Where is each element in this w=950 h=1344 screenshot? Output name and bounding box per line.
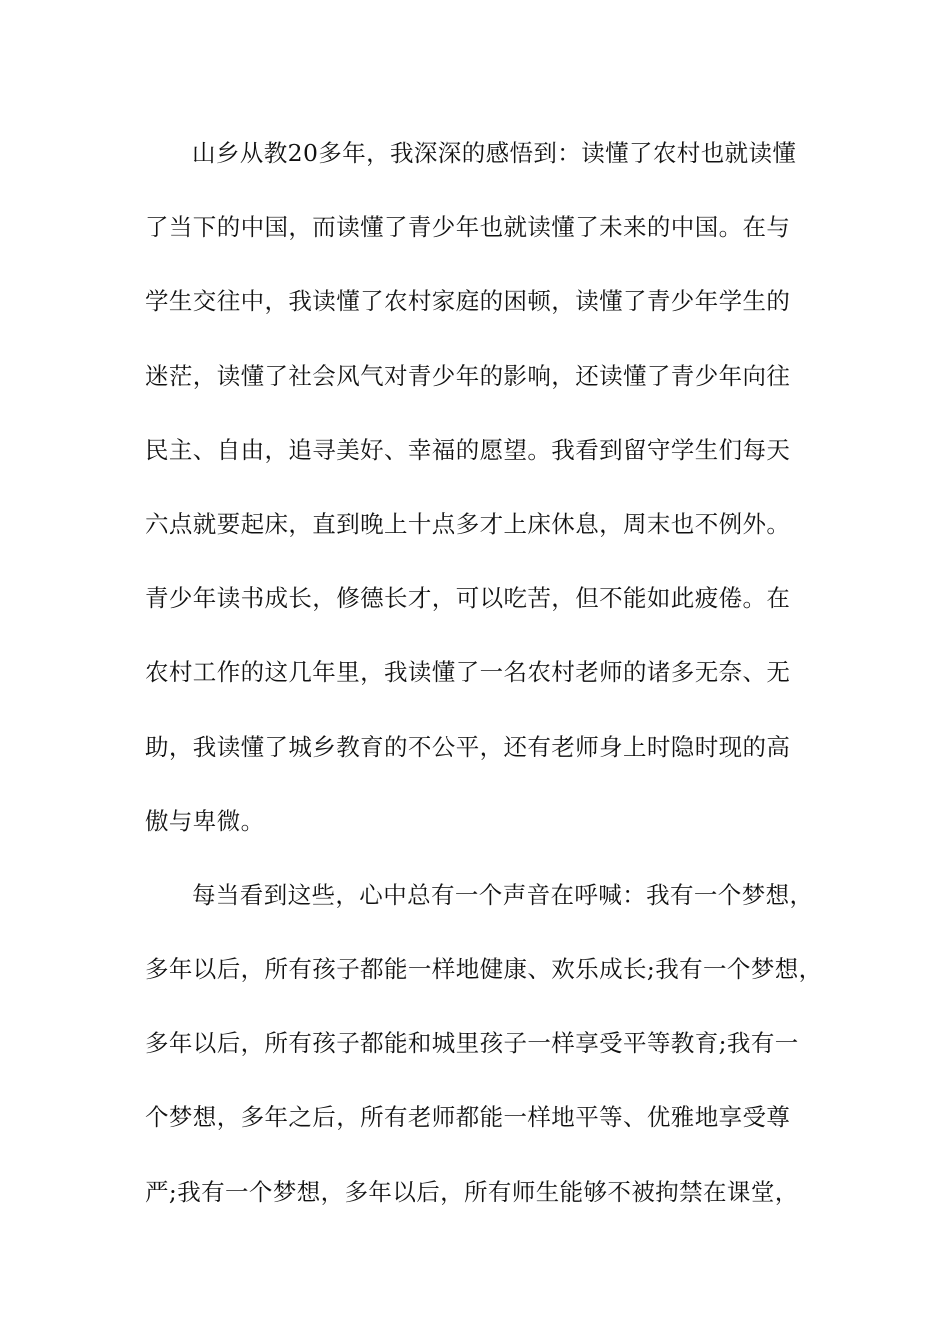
paragraph-2 [145,858,835,1229]
text-line: 学生交往中，我读懂了农村家庭的困顿，读懂了青少年学生的 [145,287,791,316]
paragraph-1 [145,116,835,858]
text-line: 山乡从教20多年，我深深的感悟到：读懂了农村也就读懂 [192,139,797,167]
text-line: 迷茫，读懂了社会风气对青少年的影响，还读懂了青少年向往 [145,361,791,390]
text-line: 严;我有一个梦想，多年以后，所有师生能够不被拘禁在课堂， [145,1177,799,1206]
text-line: 傲与卑微。 [145,806,265,835]
text-line: 民主、自由，追寻美好、幸福的愿望。我看到留守学生们每天 [145,435,791,464]
document-body [145,116,835,1229]
text-line: 多年以后，所有孩子都能和城里孩子一样享受平等教育;我有一 [145,1029,799,1058]
text-line: 农村工作的这几年里，我读懂了一名农村老师的诸多无奈、无 [145,658,791,687]
text-line: 六点就要起床，直到晚上十点多才上床休息，周末也不例外。 [145,509,791,538]
text-line: 了当下的中国，而读懂了青少年也就读懂了未来的中国。在与 [145,213,791,242]
text-line: 青少年读书成长，修德长才，可以吃苦，但不能如此疲倦。在 [145,584,791,613]
text-line: 个梦想，多年之后，所有老师都能一样地平等、优雅地享受尊 [145,1103,791,1132]
text-line: 多年以后，所有孩子都能一样地健康、欢乐成长;我有一个梦想， [145,955,823,984]
text-line: 助，我读懂了城乡教育的不公平，还有老师身上时隐时现的高 [145,732,791,761]
text-line: 每当看到这些，心中总有一个声音在呼喊：我有一个梦想， [192,880,814,909]
